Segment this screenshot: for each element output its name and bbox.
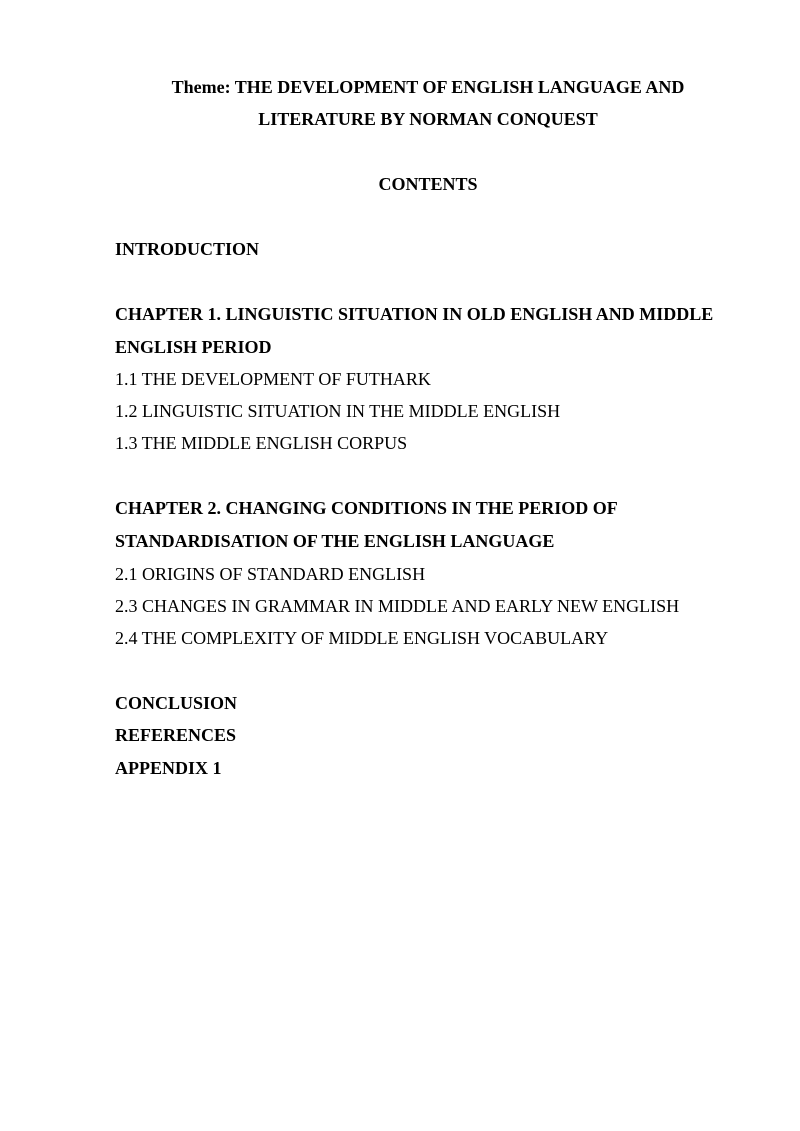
toc-section-2-3: 2.3 CHANGES IN GRAMMAR IN MIDDLE AND EARLY NEW ENGLISH (115, 596, 680, 616)
toc-section-1-1: 1.1 THE DEVELOPMENT OF FUTHARK (115, 369, 431, 389)
toc-chapter-1-title-line-2: ENGLISH PERIOD (115, 337, 272, 357)
toc-section-1-2: 1.2 LINGUISTIC SITUATION IN THE MIDDLE ENGLISH (115, 401, 561, 421)
toc-introduction: INTRODUCTION (115, 239, 260, 259)
toc-section-2-1: 2.1 ORIGINS OF STANDARD ENGLISH (115, 564, 426, 584)
toc-chapter-2-title-line-1: CHAPTER 2. CHANGING CONDITIONS IN THE PERIOD OF (115, 498, 618, 518)
toc-references: REFERENCES (115, 725, 237, 745)
toc-chapter-1-title-line-1: CHAPTER 1. LINGUISTIC SITUATION IN OLD ENGLISH AND MIDDLE (115, 304, 714, 324)
toc-chapter-2-title-line-2: STANDARDISATION OF THE ENGLISH LANGUAGE (115, 531, 555, 551)
toc-section-1-3: 1.3 THE MIDDLE ENGLISH CORPUS (115, 433, 408, 453)
theme-title-line-2: LITERATURE BY NORMAN CONQUEST (258, 109, 598, 129)
toc-appendix-1: APPENDIX 1 (115, 758, 222, 778)
theme-title-line-1: Theme: THE DEVELOPMENT OF ENGLISH LANGUAGE AND (171, 77, 685, 97)
toc-section-2-4: 2.4 THE COMPLEXITY OF MIDDLE ENGLISH VOCABULARY (115, 628, 609, 648)
toc-conclusion: CONCLUSION (115, 693, 238, 713)
contents-heading: CONTENTS (378, 174, 478, 194)
